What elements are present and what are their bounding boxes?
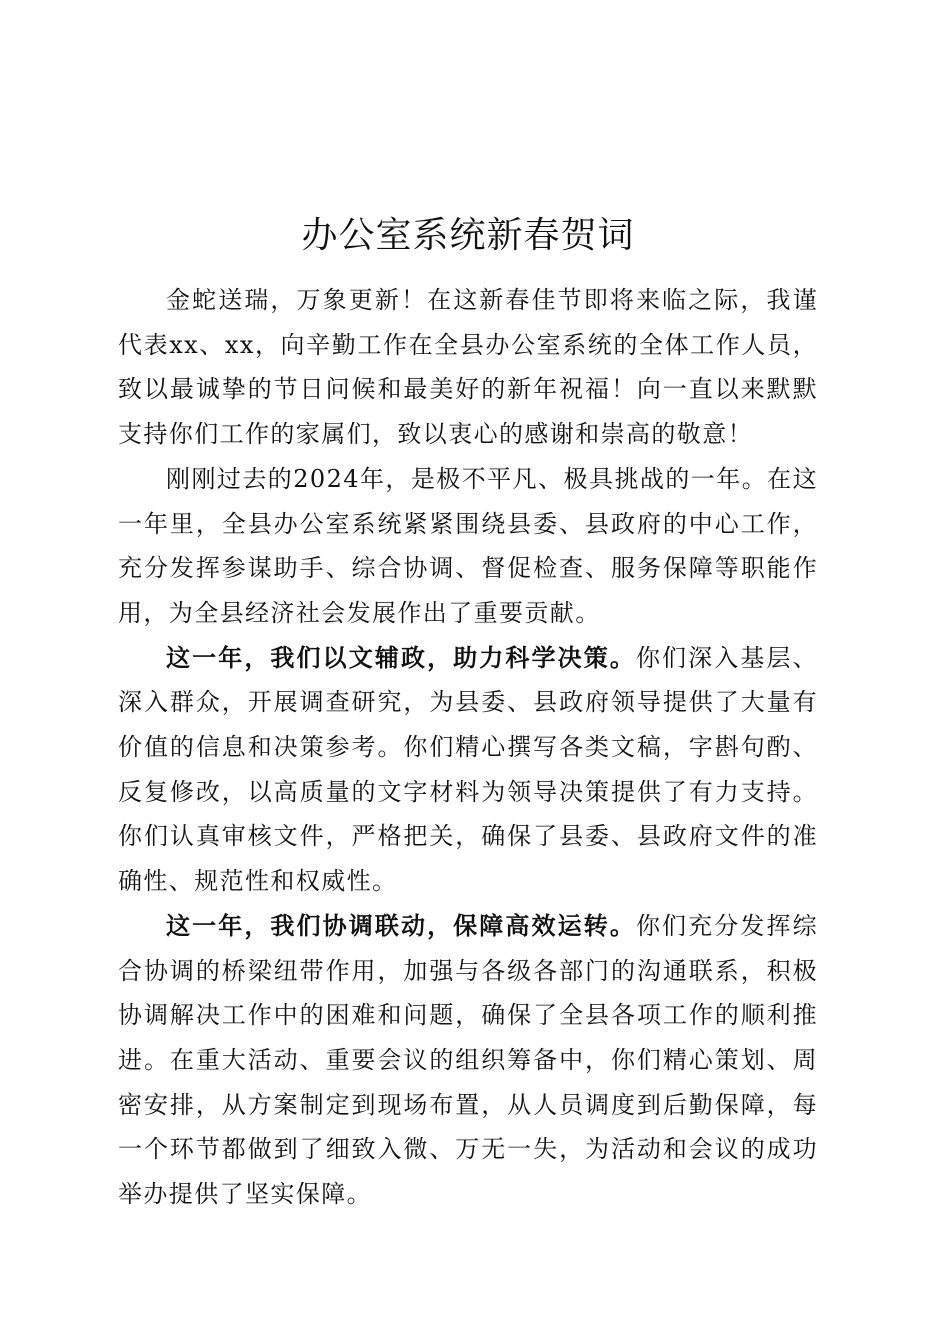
paragraph-lead: 这一年，我们以文辅政，助力科学决策。 bbox=[166, 642, 636, 672]
paragraph-text: 你们深入基层、深入群众，开展调查研究，为县委、县政府领导提供了大量有价值的信息和决策参考。你们精心撰写各类文稿，字斟句酌、反复修改，以高质量的文字材料为领导决策提供了有力支持。你们认真审核文件，严格把关，确保了县委、县政府文件的准确性、规范性和权威性。 bbox=[118, 643, 818, 896]
paragraph-text: 金蛇送瑞，万象更新！在这新春佳节即将来临之际，我谨代表xx、xx，向辛勤工作在全县办公室系统的全体工作人员，致以最诚挚的节日问候和最美好的新年祝福！向一直以来默默支持你们工作的家属们，致以衷心的感谢和崇高的敬意！ bbox=[118, 286, 818, 449]
paragraph-lead: 这一年，我们协调联动，保障高效运转。 bbox=[166, 910, 636, 940]
paragraph-text: 刚刚过去的2024年，是极不平凡、极具挑战的一年。在这一年里，全县办公室系统紧紧围绕县委、县政府的中心工作，充分发挥参谋助手、综合协调、督促检查、服务保障等职能作用，为全县经济社会发展作出了重要贡献。 bbox=[118, 464, 818, 627]
paragraph-text: 你们充分发挥综合协调的桥梁纽带作用，加强与各级各部门的沟通联系，积极协调解决工作中的困难和问题，确保了全县各项工作的顺利推进。在重大活动、重要会议的组织筹备中，你们精心策划、周密安排，从方案制定到现场布置，从人员调度到后勤保障，每一个环节都做到了细致入微、万无一失，为活动和会议的成功举办提供了坚实保障。 bbox=[118, 911, 818, 1209]
paragraph-year-review bbox=[118, 457, 818, 636]
document-title: 办公室系统新春贺词 bbox=[301, 215, 635, 256]
paragraph-decision-support bbox=[118, 636, 818, 904]
document-page bbox=[118, 208, 818, 1217]
paragraph-coordination bbox=[118, 904, 818, 1217]
paragraph-greeting bbox=[118, 278, 818, 457]
